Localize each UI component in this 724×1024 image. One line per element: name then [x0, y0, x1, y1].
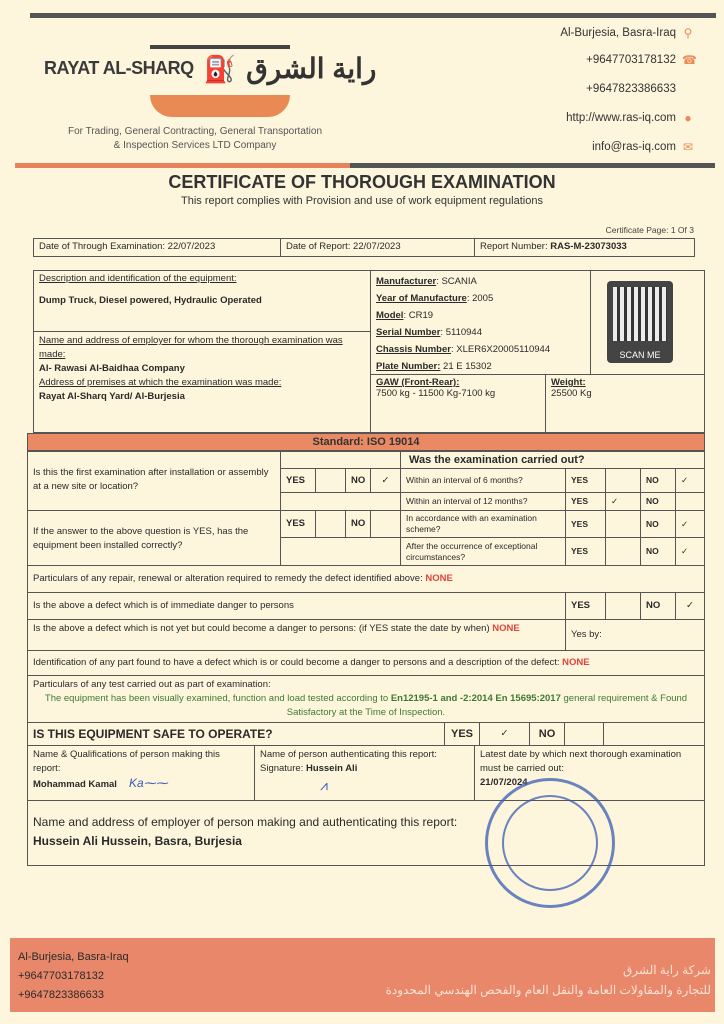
contact-address: [560, 27, 694, 39]
gaw-cell: [370, 374, 546, 433]
separator-dark: [350, 163, 715, 168]
logo-gear-icon: [150, 25, 290, 49]
desc-value: Dump Truck, Diesel powered, Hydraulic Operated: [39, 295, 262, 306]
interval-no: NO: [640, 537, 676, 566]
tagline-line1: For Trading, General Contracting, General Transportation: [67, 126, 323, 137]
footer-arabic: [386, 960, 711, 1000]
report-number-value: RAS-M-23073033: [550, 241, 627, 252]
tests-text-a: The equipment has been visually examined, function and load tested according to: [44, 693, 389, 704]
weight-cell: [545, 374, 705, 433]
model-value: CR19: [408, 310, 434, 321]
equipment-description: [33, 270, 371, 332]
interval-question: Within an interval of 12 months?: [400, 492, 566, 511]
exam-date-text: Date of Through Examination: 22/07/2023: [39, 241, 216, 252]
logo: [44, 52, 376, 85]
first-yes: YES: [280, 468, 316, 493]
first-yes-box[interactable]: [315, 468, 346, 493]
certificate-subtitle: This report complies with Provision and use of work equipment regulations: [181, 195, 543, 207]
tests-row: [27, 675, 705, 723]
immediate-yes: YES: [565, 592, 606, 620]
could-become-row: [27, 619, 566, 651]
footer-phone2: +9647823386633: [18, 989, 104, 1001]
interval-no-box[interactable]: ✓: [675, 468, 705, 493]
interval-no: NO: [640, 510, 676, 538]
footer-arabic-line2: للتجارة والمقاولات العامة والنقل العام والفحص الهندسي المحدودة: [385, 983, 711, 997]
tests-standard: En12195-1 and -2:2014 En 15695:2017: [390, 693, 561, 704]
location-icon: ⚲: [683, 26, 693, 40]
qr-code-icon: [613, 287, 667, 341]
tagline: [40, 125, 350, 153]
employer-label: Name and address of employer for whom the thorough examination was made:: [39, 335, 343, 360]
interval-no: NO: [640, 468, 676, 493]
tests-text-b: general requirement & Found Satisfactory at the Time of Inspection.: [286, 693, 688, 718]
installed-text: If the answer to the above question is YES, has the equipment been installed correctly?: [33, 526, 249, 551]
top-bar: [30, 13, 716, 18]
report-number: [474, 238, 695, 257]
weight-label: Weight:: [551, 377, 586, 388]
year-label: Year of Manufacture: [376, 293, 467, 304]
footer-contacts: [18, 948, 129, 1005]
first-exam-text: Is this the first examination after installation or assembly at a new site or location?: [33, 467, 269, 492]
company-stamp: [485, 778, 615, 908]
serial-value: 5110944: [445, 327, 482, 338]
globe-icon: ●: [684, 111, 692, 125]
interval-question: In accordance with an examination scheme?: [400, 510, 566, 538]
manufacturer-value: SCANIA: [441, 276, 477, 287]
interval-no-box[interactable]: ✓: [675, 537, 705, 566]
equipment-specs: Manufacturer: SCANIA Year of Manufacture: 2005 Model: CR19 Serial Number: 5110944 Chassis Number: XLER6X20005110944 Plate Number: 21 E 15302: [370, 270, 591, 375]
scan-me-label: SCAN ME: [619, 350, 661, 360]
contact-text[interactable]: info@ras-iq.com: [592, 141, 676, 153]
logo-text: RAYAT AL-SHARQ: [44, 58, 194, 78]
maker-signature: Ka⁓⁓: [128, 776, 168, 790]
interval-yes-box[interactable]: ✓: [605, 492, 641, 511]
installed-no: NO: [345, 510, 371, 538]
immediate-danger-row: [27, 592, 566, 620]
auth-label: Name of person authenticating this report:: [260, 749, 437, 760]
safe-question: IS THIS EQUIPMENT SAFE TO OPERATE?: [27, 722, 445, 746]
employer-section: [33, 331, 371, 433]
stamp-inner-ring: [502, 795, 598, 891]
report-date-text: Date of Report: 22/07/2023: [286, 241, 401, 252]
identification-value: NONE: [562, 657, 590, 668]
standard-banner: Standard: ISO 19014: [27, 433, 705, 451]
weight-value: 25500 Kg: [551, 388, 592, 399]
qr-code[interactable]: [607, 281, 673, 363]
maker-cell: [27, 745, 255, 801]
tests-text: [33, 692, 699, 720]
interval-yes-box[interactable]: [605, 468, 641, 493]
interval-no-box[interactable]: [675, 492, 705, 511]
repair-row: [27, 565, 705, 593]
contact-website[interactable]: [566, 112, 694, 124]
logo-arabic: راية الشرق: [246, 53, 377, 84]
tagline-line2: & Inspection Services LTD Company: [113, 140, 277, 151]
first-no: NO: [345, 468, 371, 493]
safe-yes-check[interactable]: ✓: [479, 722, 530, 746]
gaw-label: GAW (Front-Rear):: [376, 377, 460, 388]
serial-label: Serial Number: [376, 327, 441, 338]
could-value: NONE: [492, 623, 520, 634]
immediate-no: NO: [640, 592, 676, 620]
installed-yes-box[interactable]: [315, 510, 346, 538]
auth-name: Hussein Ali: [305, 763, 358, 774]
tests-label: Particulars of any test carried out as part of examination:: [33, 679, 271, 690]
email-icon: ✉: [682, 140, 694, 154]
interval-yes-box[interactable]: [605, 537, 641, 566]
could-label: Is the above a defect which is not yet but could become a danger to persons: (if YES state the date by when): [33, 623, 490, 634]
page-number: Certificate Page: 1 Of 3: [605, 225, 694, 235]
auth-sig-label: Signature:: [260, 763, 304, 774]
contact-email[interactable]: [592, 141, 694, 153]
chassis-value: XLER6X20005110944: [456, 344, 551, 355]
employer-report-value: Hussein Ali Hussein, Basra, Burjesia: [33, 834, 242, 848]
interval-yes: YES: [565, 492, 606, 511]
repair-label: Particulars of any repair, renewal or alteration required to remedy the defect identified above:: [33, 573, 423, 584]
blank-cell: [280, 537, 401, 566]
first-no-check[interactable]: ✓: [370, 468, 401, 493]
interval-no: NO: [640, 492, 676, 511]
safe-yes: YES: [444, 722, 480, 746]
separator-orange: [15, 163, 350, 168]
oil-pump-icon: ⛽: [203, 53, 237, 84]
installed-question: [27, 510, 281, 566]
logo-gear-orange: [150, 95, 290, 117]
identification-row: [27, 650, 705, 676]
footer: [10, 938, 715, 1012]
report-number-label: Report Number:: [480, 241, 548, 252]
repair-value: NONE: [425, 573, 453, 584]
employer-value: Al- Rawasi Al-Baidhaa Company: [39, 363, 185, 374]
plate-value: 21 E 15302: [443, 361, 492, 372]
maker-label: Name & Qualifications of person making this report:: [33, 749, 220, 774]
installed-no-box[interactable]: [370, 510, 401, 538]
contact-text[interactable]: http://www.ras-iq.com: [566, 112, 676, 124]
blank-cell: [603, 722, 705, 746]
interval-question: After the occurrence of exceptional circumstances?: [400, 537, 566, 566]
interval-no-box[interactable]: ✓: [675, 510, 705, 538]
manufacturer-label: Manufacturer: [376, 276, 437, 287]
contact-text: Al-Burjesia, Basra-Iraq: [560, 27, 676, 39]
interval-question: Within an interval of 6 months?: [400, 468, 566, 493]
contact-text: +9647703178132: [586, 54, 676, 66]
contact-text: +9647823386633: [586, 83, 676, 95]
footer-address: Al-Burjesia, Basra-Iraq: [18, 951, 129, 963]
safe-no-box[interactable]: [564, 722, 604, 746]
premises-value: Rayat Al-Sharq Yard/ Al-Burjesia: [39, 391, 185, 402]
year-value: 2005: [472, 293, 494, 304]
interval-yes: YES: [565, 468, 606, 493]
interval-yes-box[interactable]: [605, 510, 641, 538]
contact-phone2: [586, 83, 676, 95]
auth-signature: ⩘: [320, 777, 328, 793]
plate-label: Plate Number:: [376, 361, 441, 372]
blank-cell: [280, 492, 401, 511]
safe-no: NO: [529, 722, 565, 746]
maker-name: Mohammad Kamal: [33, 779, 117, 790]
interval-yes: YES: [565, 510, 606, 538]
authenticator-cell: [254, 745, 475, 801]
footer-arabic-line1: شركة راية الشرق: [622, 963, 711, 977]
installed-yes: YES: [280, 510, 316, 538]
immediate-label: Is the above a defect which is of immediate danger to persons: [33, 600, 294, 611]
model-label: Model: [376, 310, 404, 321]
premises-label: Address of premises at which the examination was made:: [39, 377, 282, 388]
desc-label: Description and identification of the equipment:: [39, 273, 237, 284]
immediate-no-check[interactable]: ✓: [675, 592, 705, 620]
interval-yes: YES: [565, 537, 606, 566]
carried-out-header: Was the examination carried out?: [400, 451, 705, 469]
identification-label: Identification of any part found to have a defect which is or could become a danger to persons and a description of the defect:: [33, 657, 560, 668]
first-exam-question: [27, 451, 281, 511]
phone-icon: ☎: [682, 53, 697, 67]
report-date: [280, 238, 475, 257]
exam-date: [33, 238, 281, 257]
contact-phone1: [586, 53, 697, 67]
blank-cell: [280, 451, 401, 469]
next-exam-label: Latest date by which next thorough examination must be carried out:: [480, 749, 682, 774]
next-exam-date: 21/07/2024: [480, 777, 528, 788]
footer-phone1: +9647703178132: [18, 970, 104, 982]
gaw-value: 7500 kg - 11500 Kg-7100 kg: [376, 388, 496, 399]
chassis-label: Chassis Number: [376, 344, 451, 355]
certificate-title: CERTIFICATE OF THOROUGH EXAMINATION: [168, 172, 556, 192]
employer-report-label: Name and address of employer of person making and authenticating this report:: [33, 815, 458, 829]
yes-by: Yes by:: [565, 619, 705, 651]
immediate-yes-box[interactable]: [605, 592, 641, 620]
